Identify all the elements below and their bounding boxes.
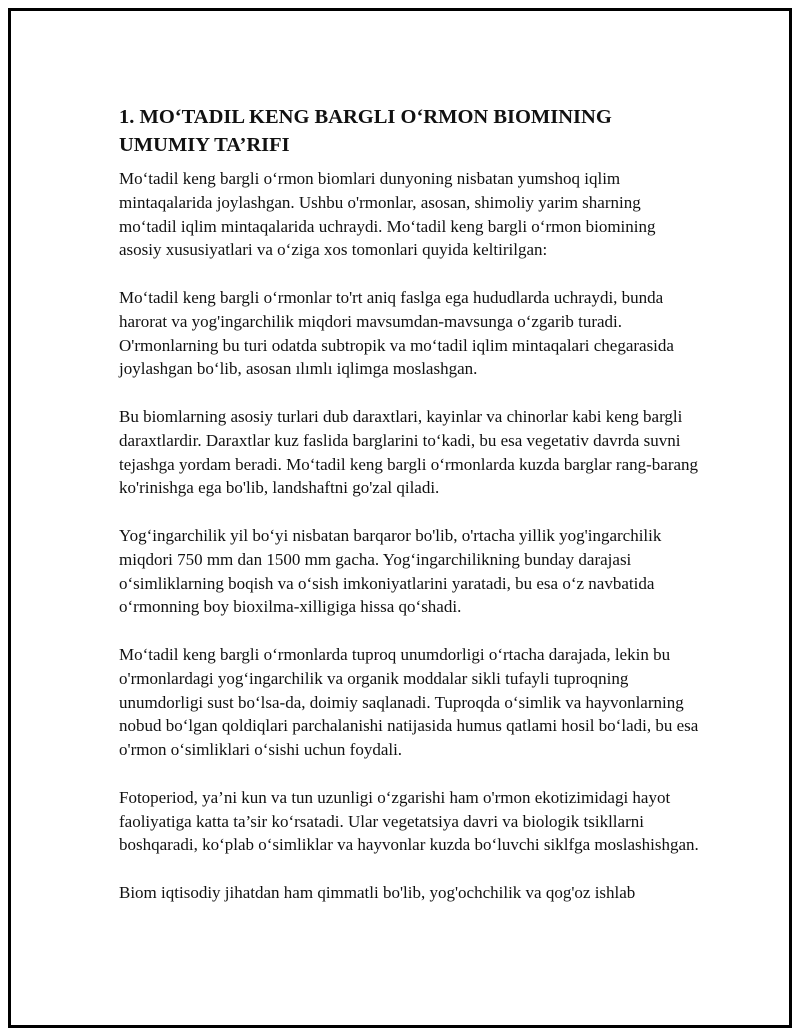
paragraph-6: Fotoperiod, ya’ni kun va tun uzunligi o‘zgarishi ham o'rmon ekotizimidagi hayot faoliyatiga katta ta’sir ko‘rsatadi. Ular vegetatsiya davri va biologik tsikllarni boshqaradi, ko‘plab o‘simliklar va hayvonlar kuzda bo‘luvchi siklfga moslashishgan. [119,787,699,855]
paragraph-2: Mo‘tadil keng bargli o‘rmonlar to'rt aniq faslga ega hududlarda uchraydi, bunda harorat va yog'ingarchilik miqdori mavsumdan-mavsunga o‘zgarib turadi. O'rmonlarning bu turi odatda subtropik va mo‘tadil iqlim mintaqalari chegarasida joylashgan bo‘lib, asosan ılımlı iqlimga moslashgan. [119,287,674,379]
section-title: 1. MO‘TADIL KENG BARGLI O‘RMON BIOMINING UMUMIY TA’RIFI [119,106,612,156]
paragraph-4: Yog‘ingarchilik yil bo‘yi nisbatan barqaror bo'lib, o'rtacha yillik yog'ingarchilik miqdori 750 mm dan 1500 mm gacha. Yog‘ingarchilikning bunday darajasi o‘simliklarning boqish va o‘sish imkoniyatlarini yaratadi, bu esa o‘z navbatida o‘rmonning boy bioxilma-xilligiga hissa qo‘shadi. [119,525,662,617]
document-body [119,103,699,929]
document-page [8,8,792,1028]
paragraph-5: Mo‘tadil keng bargli o‘rmonlarda tuproq unumdorligi o‘rtacha darajada, lekin bu o'rmonlardagi yog‘ingarchilik va organik moddalar sikli tufayli tuproqning unumdorligi sust bo‘lsa-da, doimiy saqlanadi. Tuproqda o‘simlik va hayvonlarning nobud bo‘lgan qoldiqlari parchalanishi natijasida humus qatlami hosil bo‘ladi, bu esa o'rmon o‘simliklari o‘sishi uchun foydali. [119,644,699,760]
paragraph-1: Mo‘tadil keng bargli o‘rmon biomlari dunyoning nisbatan yumshoq iqlim mintaqalarida joylashgan. Ushbu o'rmonlar, asosan, shimoliy yarim sharning mo‘tadil iqlim mintaqalarida uchraydi. Mo‘tadil keng bargli o‘rmon biomining asosiy xususiyatlari va o‘ziga xos tomonlari quyida keltirilgan: [119,169,656,260]
paragraph-3: Bu biomlarning asosiy turlari dub daraxtlari, kayinlar va chinorlar kabi keng bargli daraxtlardir. Daraxtlar kuz faslida barglarini to‘kadi, bu esa vegetativ davrda suvni tejashga yordam beradi. Mo‘tadil keng bargli o‘rmonlarda kuzda barglar rang-barang ko'rinishga ega bo'lib, landshaftni go'zal qiladi. [119,406,699,498]
paragraph-7: Biom iqtisodiy jihatdan ham qimmatli bo'lib, yog'ochchilik va qog'oz ishlab [119,882,636,902]
